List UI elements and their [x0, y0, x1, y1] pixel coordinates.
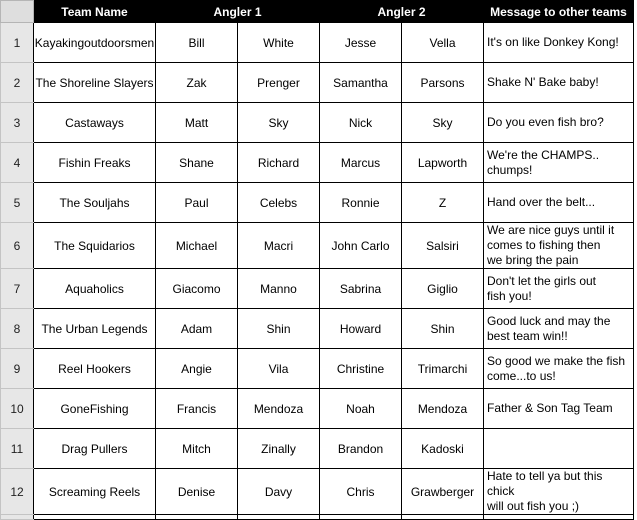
team-name-cell[interactable]: Screaming Reels	[34, 469, 156, 515]
angler1-last-name-cell[interactable]: Davy	[238, 469, 320, 515]
angler1-first-name-cell[interactable]: Shane	[156, 143, 238, 183]
team-name-cell[interactable]: The Souljahs	[34, 183, 156, 223]
angler1-first-name-cell[interactable]: Matt	[156, 103, 238, 143]
angler1-first-name-cell[interactable]: Giacomo	[156, 269, 238, 309]
table-row	[1, 103, 634, 143]
row-number[interactable]: 9	[1, 349, 34, 389]
angler2-last-name-cell[interactable]: Z	[402, 183, 484, 223]
message-cell[interactable]: Father & Son Tag Team	[484, 389, 634, 429]
angler1-last-name-cell[interactable]: Richard	[238, 143, 320, 183]
message-cell[interactable]: It's on like Donkey Kong!	[484, 23, 634, 63]
row-number[interactable]: 1	[1, 23, 34, 63]
angler2-first-name-cell[interactable]: Chris	[320, 469, 402, 515]
angler2-last-name-cell[interactable]: Salsiri	[402, 223, 484, 269]
row-number[interactable]: 2	[1, 63, 34, 103]
table-row	[1, 23, 634, 63]
angler1-last-name-cell[interactable]: Zinally	[238, 429, 320, 469]
angler2-first-name-cell[interactable]: Noah	[320, 389, 402, 429]
angler2-first-name-cell[interactable]	[320, 515, 402, 520]
message-cell[interactable]: Hate to tell ya but this chick will out fish you ;)	[484, 469, 634, 515]
message-cell[interactable]: We're the CHAMPS.. chumps!	[484, 143, 634, 183]
table-row	[1, 429, 634, 469]
message-cell[interactable]: Hand over the belt...	[484, 183, 634, 223]
corner-cell[interactable]	[1, 1, 34, 23]
angler1-last-name-cell[interactable]: Vila	[238, 349, 320, 389]
angler1-last-name-cell[interactable]: Sky	[238, 103, 320, 143]
table-row	[1, 309, 634, 349]
angler1-first-name-cell[interactable]: Angie	[156, 349, 238, 389]
angler1-last-name-cell[interactable]: Shin	[238, 309, 320, 349]
team-name-cell[interactable]: Kayakingoutdoorsmen	[34, 23, 156, 63]
team-name-cell[interactable]: The Urban Legends	[34, 309, 156, 349]
team-name-cell[interactable]: The Shoreline Slayers	[34, 63, 156, 103]
team-name-cell[interactable]: Fishin Freaks	[34, 143, 156, 183]
angler1-first-name-cell[interactable]	[156, 515, 238, 520]
angler2-last-name-cell[interactable]: Grawberger	[402, 469, 484, 515]
angler1-last-name-cell[interactable]: Prenger	[238, 63, 320, 103]
row-number[interactable]: 6	[1, 223, 34, 269]
angler2-last-name-cell[interactable]: Mendoza	[402, 389, 484, 429]
angler2-last-name-cell[interactable]: Vella	[402, 23, 484, 63]
table-row	[1, 389, 634, 429]
team-name-cell[interactable]: Castaways	[34, 103, 156, 143]
angler2-last-name-cell[interactable]: Parsons	[402, 63, 484, 103]
angler1-first-name-cell[interactable]: Paul	[156, 183, 238, 223]
angler2-last-name-cell[interactable]: Kadoski	[402, 429, 484, 469]
angler1-last-name-cell[interactable]	[238, 515, 320, 520]
row-number[interactable]: 4	[1, 143, 34, 183]
table-row	[1, 223, 634, 269]
header-angler-2[interactable]: Angler 2	[320, 1, 484, 23]
message-cell[interactable]: Do you even fish bro?	[484, 103, 634, 143]
angler1-last-name-cell[interactable]: Macri	[238, 223, 320, 269]
row-number[interactable]: 10	[1, 389, 34, 429]
table-row	[1, 183, 634, 223]
team-name-cell[interactable]: The Squidarios	[34, 223, 156, 269]
table-body	[1, 23, 634, 520]
angler2-first-name-cell[interactable]: Jesse	[320, 23, 402, 63]
angler1-first-name-cell[interactable]: Bill	[156, 23, 238, 63]
team-name-cell[interactable]: Reel Hookers	[34, 349, 156, 389]
angler1-first-name-cell[interactable]: Zak	[156, 63, 238, 103]
table-row	[1, 469, 634, 515]
angler2-first-name-cell[interactable]: Christine	[320, 349, 402, 389]
angler2-first-name-cell[interactable]: Samantha	[320, 63, 402, 103]
message-cell[interactable]	[484, 429, 634, 469]
message-cell[interactable]: Shake N' Bake baby!	[484, 63, 634, 103]
message-cell[interactable]: We are nice guys until it comes to fishing then we bring the pain	[484, 223, 634, 269]
angler2-last-name-cell[interactable]: Trimarchi	[402, 349, 484, 389]
header-row	[1, 1, 634, 23]
angler1-first-name-cell[interactable]: Mitch	[156, 429, 238, 469]
row-number[interactable]: 5	[1, 183, 34, 223]
angler2-first-name-cell[interactable]: Nick	[320, 103, 402, 143]
row-number[interactable]: 11	[1, 429, 34, 469]
angler2-last-name-cell[interactable]: Sky	[402, 103, 484, 143]
angler2-last-name-cell[interactable]: Shin	[402, 309, 484, 349]
table-row	[1, 269, 634, 309]
team-name-cell[interactable]: Aquaholics	[34, 269, 156, 309]
angler1-last-name-cell[interactable]: Manno	[238, 269, 320, 309]
table-row	[1, 349, 634, 389]
angler1-first-name-cell[interactable]: Adam	[156, 309, 238, 349]
angler2-first-name-cell[interactable]: Brandon	[320, 429, 402, 469]
angler2-first-name-cell[interactable]: John Carlo	[320, 223, 402, 269]
team-name-cell[interactable]	[34, 515, 156, 520]
angler1-first-name-cell[interactable]: Michael	[156, 223, 238, 269]
angler1-last-name-cell[interactable]: White	[238, 23, 320, 63]
header-team-name[interactable]: Team Name	[34, 1, 156, 23]
row-number[interactable]: 7	[1, 269, 34, 309]
angler2-first-name-cell[interactable]: Sabrina	[320, 269, 402, 309]
row-number[interactable]: 12	[1, 469, 34, 515]
angler1-first-name-cell[interactable]: Francis	[156, 389, 238, 429]
angler2-last-name-cell[interactable]: Lapworth	[402, 143, 484, 183]
header-message[interactable]: Message to other teams	[484, 1, 634, 23]
angler2-first-name-cell[interactable]: Howard	[320, 309, 402, 349]
angler2-last-name-cell[interactable]	[402, 515, 484, 520]
row-number[interactable]: 8	[1, 309, 34, 349]
team-name-cell[interactable]: Drag Pullers	[34, 429, 156, 469]
message-cell[interactable]: Good luck and may the best team win!!	[484, 309, 634, 349]
table-row-partial	[1, 515, 634, 520]
message-cell[interactable]	[484, 515, 634, 520]
row-number[interactable]: 3	[1, 103, 34, 143]
header-angler-1[interactable]: Angler 1	[156, 1, 320, 23]
message-cell[interactable]: Don't let the girls out fish you!	[484, 269, 634, 309]
message-cell[interactable]: So good we make the fish come...to us!	[484, 349, 634, 389]
angler2-first-name-cell[interactable]: Ronnie	[320, 183, 402, 223]
table-row	[1, 63, 634, 103]
angler2-last-name-cell[interactable]: Giglio	[402, 269, 484, 309]
angler1-last-name-cell[interactable]: Mendoza	[238, 389, 320, 429]
table-row	[1, 143, 634, 183]
angler1-first-name-cell[interactable]: Denise	[156, 469, 238, 515]
angler2-first-name-cell[interactable]: Marcus	[320, 143, 402, 183]
angler1-last-name-cell[interactable]: Celebs	[238, 183, 320, 223]
row-number[interactable]	[1, 515, 34, 520]
team-name-cell[interactable]: GoneFishing	[34, 389, 156, 429]
